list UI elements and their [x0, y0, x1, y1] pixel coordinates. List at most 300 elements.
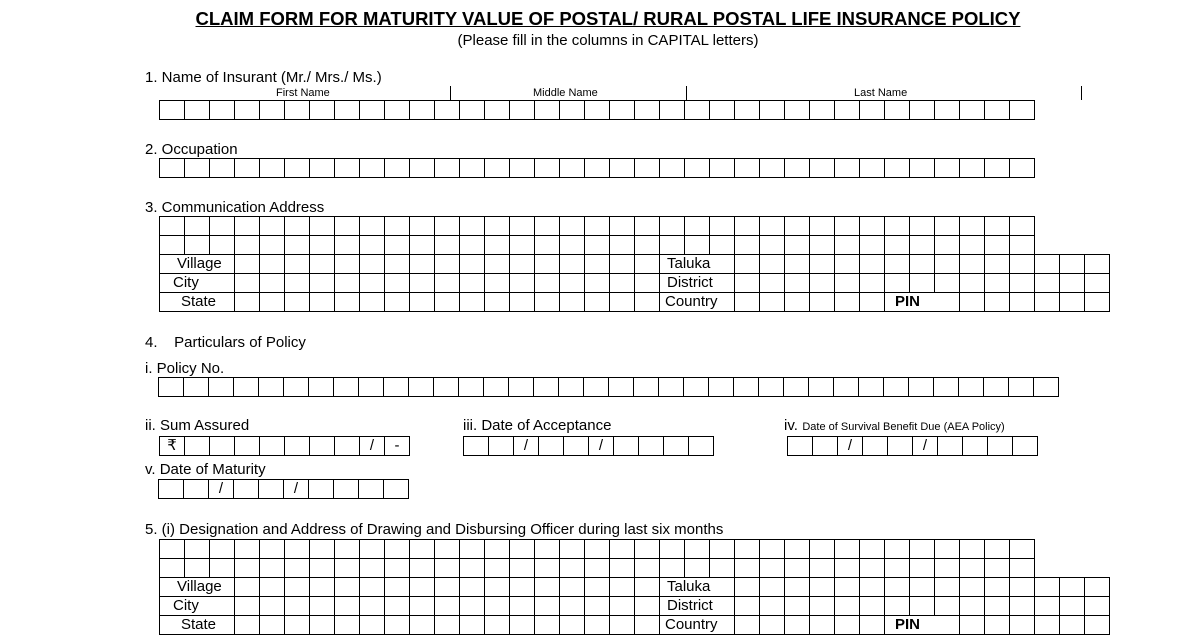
letter-box[interactable] — [785, 293, 810, 312]
letter-box[interactable] — [485, 217, 510, 236]
letter-box[interactable] — [860, 236, 885, 255]
letter-box[interactable] — [985, 217, 1010, 236]
letter-box[interactable] — [460, 578, 485, 597]
letter-box[interactable] — [310, 101, 335, 120]
letter-box[interactable] — [710, 236, 735, 255]
letter-box[interactable] — [385, 255, 410, 274]
letter-box[interactable] — [1010, 255, 1035, 274]
letter-box[interactable] — [860, 540, 885, 559]
letter-box[interactable] — [160, 540, 185, 559]
letter-box[interactable] — [985, 578, 1010, 597]
letter-box[interactable] — [260, 236, 285, 255]
letter-box[interactable] — [635, 255, 660, 274]
letter-box[interactable] — [1060, 597, 1085, 616]
letter-box[interactable] — [235, 293, 260, 312]
letter-box[interactable] — [785, 101, 810, 120]
letter-box[interactable] — [460, 159, 485, 178]
letter-box[interactable] — [235, 217, 260, 236]
letter-box[interactable] — [1010, 236, 1035, 255]
letter-box[interactable] — [760, 578, 785, 597]
letter-box[interactable] — [160, 159, 185, 178]
letter-box[interactable] — [1010, 159, 1035, 178]
letter-box[interactable] — [1010, 540, 1035, 559]
letter-box[interactable] — [960, 217, 985, 236]
letter-box[interactable] — [510, 274, 535, 293]
letter-box[interactable] — [410, 616, 435, 635]
letter-box[interactable] — [684, 378, 709, 397]
letter-box[interactable] — [385, 559, 410, 578]
letter-box[interactable] — [385, 616, 410, 635]
letter-box[interactable] — [310, 540, 335, 559]
letter-box[interactable] — [535, 597, 560, 616]
letter-box[interactable] — [610, 540, 635, 559]
letter-box[interactable] — [235, 540, 260, 559]
letter-box[interactable] — [285, 540, 310, 559]
letter-box[interactable] — [610, 217, 635, 236]
letter-box[interactable] — [434, 378, 459, 397]
letter-box[interactable] — [935, 559, 960, 578]
letter-box[interactable] — [960, 101, 985, 120]
letter-box[interactable] — [610, 101, 635, 120]
letter-box[interactable] — [310, 597, 335, 616]
letter-box[interactable] — [435, 293, 460, 312]
letter-box[interactable] — [834, 378, 859, 397]
date-of-acceptance-field[interactable] — [463, 436, 714, 456]
letter-box[interactable] — [360, 236, 385, 255]
letter-box[interactable] — [1060, 255, 1085, 274]
letter-box[interactable] — [860, 159, 885, 178]
letter-box[interactable] — [735, 159, 760, 178]
letter-box[interactable] — [910, 101, 935, 120]
letter-box[interactable] — [184, 378, 209, 397]
letter-box[interactable] — [960, 559, 985, 578]
letter-box[interactable] — [785, 255, 810, 274]
letter-box[interactable] — [210, 559, 235, 578]
letter-box[interactable] — [360, 578, 385, 597]
letter-box[interactable] — [259, 378, 284, 397]
letter-box[interactable] — [285, 559, 310, 578]
letter-box[interactable] — [635, 274, 660, 293]
letter-box[interactable] — [485, 616, 510, 635]
letter-box[interactable] — [360, 255, 385, 274]
letter-box[interactable] — [735, 616, 760, 635]
letter-box[interactable] — [985, 293, 1010, 312]
letter-box[interactable] — [760, 274, 785, 293]
letter-box[interactable] — [735, 101, 760, 120]
letter-box[interactable] — [610, 159, 635, 178]
letter-box[interactable] — [435, 597, 460, 616]
letter-box[interactable] — [385, 159, 410, 178]
letter-box[interactable] — [535, 559, 560, 578]
letter-box[interactable] — [960, 293, 985, 312]
letter-box[interactable] — [985, 101, 1010, 120]
letter-box[interactable] — [835, 101, 860, 120]
letter-box[interactable] — [260, 616, 285, 635]
letter-box[interactable] — [985, 616, 1010, 635]
letter-box[interactable] — [910, 540, 935, 559]
letter-box[interactable] — [685, 236, 710, 255]
letter-box[interactable] — [785, 217, 810, 236]
letter-box[interactable] — [734, 378, 759, 397]
letter-box[interactable] — [634, 378, 659, 397]
ddo-address-field[interactable] — [159, 539, 1110, 635]
letter-box[interactable] — [260, 159, 285, 178]
letter-box[interactable] — [935, 159, 960, 178]
letter-box[interactable] — [760, 559, 785, 578]
letter-box[interactable] — [760, 236, 785, 255]
letter-box[interactable] — [885, 217, 910, 236]
letter-box[interactable] — [1034, 378, 1059, 397]
letter-box[interactable] — [960, 578, 985, 597]
letter-box[interactable] — [335, 540, 360, 559]
letter-box[interactable] — [260, 217, 285, 236]
letter-box[interactable] — [335, 236, 360, 255]
letter-box[interactable] — [710, 217, 735, 236]
letter-box[interactable] — [935, 597, 960, 616]
letter-box[interactable] — [635, 578, 660, 597]
letter-box[interactable] — [485, 274, 510, 293]
letter-box[interactable] — [335, 578, 360, 597]
letter-box[interactable] — [585, 559, 610, 578]
letter-box[interactable] — [510, 540, 535, 559]
letter-box[interactable] — [335, 101, 360, 120]
letter-box[interactable] — [835, 540, 860, 559]
letter-box[interactable] — [335, 616, 360, 635]
letter-box[interactable] — [310, 159, 335, 178]
letter-box[interactable] — [485, 101, 510, 120]
letter-box[interactable] — [460, 274, 485, 293]
letter-box[interactable] — [660, 236, 685, 255]
letter-box[interactable] — [985, 159, 1010, 178]
letter-box[interactable] — [460, 616, 485, 635]
letter-box[interactable] — [985, 540, 1010, 559]
letter-box[interactable] — [1060, 274, 1085, 293]
letter-box[interactable] — [285, 236, 310, 255]
letter-box[interactable] — [960, 616, 985, 635]
letter-box[interactable] — [510, 597, 535, 616]
letter-box[interactable] — [185, 101, 210, 120]
letter-box[interactable] — [784, 378, 809, 397]
letter-box[interactable] — [860, 293, 885, 312]
letter-box[interactable] — [585, 159, 610, 178]
letter-box[interactable] — [760, 101, 785, 120]
letter-box[interactable] — [910, 255, 935, 274]
letter-box[interactable] — [535, 274, 560, 293]
letter-box[interactable] — [485, 236, 510, 255]
letter-box[interactable] — [635, 293, 660, 312]
letter-box[interactable] — [835, 616, 860, 635]
letter-box[interactable] — [260, 101, 285, 120]
letter-box[interactable] — [510, 559, 535, 578]
letter-box[interactable] — [610, 578, 635, 597]
letter-box[interactable] — [260, 255, 285, 274]
letter-box[interactable] — [660, 101, 685, 120]
letter-box[interactable] — [985, 597, 1010, 616]
letter-box[interactable] — [1035, 578, 1060, 597]
letter-box[interactable] — [585, 236, 610, 255]
communication-address-field[interactable] — [159, 216, 1110, 312]
letter-box[interactable] — [735, 578, 760, 597]
letter-box[interactable] — [1085, 255, 1110, 274]
letter-box[interactable] — [1035, 274, 1060, 293]
letter-box[interactable] — [835, 236, 860, 255]
letter-box[interactable] — [510, 101, 535, 120]
letter-box[interactable] — [385, 236, 410, 255]
letter-box[interactable] — [759, 378, 784, 397]
letter-box[interactable] — [310, 236, 335, 255]
letter-box[interactable] — [535, 236, 560, 255]
letter-box[interactable] — [410, 159, 435, 178]
letter-box[interactable] — [410, 101, 435, 120]
letter-box[interactable] — [635, 217, 660, 236]
letter-box[interactable] — [660, 217, 685, 236]
letter-box[interactable] — [235, 159, 260, 178]
letter-box[interactable] — [359, 378, 384, 397]
letter-box[interactable] — [935, 255, 960, 274]
letter-box[interactable] — [585, 540, 610, 559]
letter-box[interactable] — [785, 274, 810, 293]
letter-box[interactable] — [810, 293, 835, 312]
letter-box[interactable] — [560, 101, 585, 120]
letter-box[interactable] — [1009, 378, 1034, 397]
letter-box[interactable] — [535, 616, 560, 635]
letter-box[interactable] — [585, 255, 610, 274]
letter-box[interactable] — [410, 236, 435, 255]
letter-box[interactable] — [610, 616, 635, 635]
letter-box[interactable] — [760, 293, 785, 312]
letter-box[interactable] — [535, 293, 560, 312]
letter-box[interactable] — [234, 378, 259, 397]
letter-box[interactable] — [160, 559, 185, 578]
letter-box[interactable] — [760, 616, 785, 635]
letter-box[interactable] — [934, 378, 959, 397]
letter-box[interactable] — [210, 217, 235, 236]
policy-number-field[interactable] — [158, 377, 1059, 397]
letter-box[interactable] — [760, 217, 785, 236]
letter-box[interactable] — [635, 559, 660, 578]
letter-box[interactable] — [935, 217, 960, 236]
letter-box[interactable] — [685, 159, 710, 178]
letter-box[interactable] — [460, 597, 485, 616]
letter-box[interactable] — [285, 293, 310, 312]
letter-box[interactable] — [560, 159, 585, 178]
letter-box[interactable] — [360, 101, 385, 120]
letter-box[interactable] — [785, 159, 810, 178]
letter-box[interactable] — [910, 159, 935, 178]
letter-box[interactable] — [885, 255, 910, 274]
letter-box[interactable] — [935, 540, 960, 559]
letter-box[interactable] — [185, 217, 210, 236]
letter-box[interactable] — [735, 559, 760, 578]
letter-box[interactable] — [1085, 616, 1110, 635]
letter-box[interactable] — [484, 378, 509, 397]
letter-box[interactable] — [1010, 293, 1035, 312]
letter-box[interactable] — [560, 255, 585, 274]
letter-box[interactable] — [210, 236, 235, 255]
letter-box[interactable] — [185, 559, 210, 578]
letter-box[interactable] — [985, 236, 1010, 255]
letter-box[interactable] — [935, 274, 960, 293]
letter-box[interactable] — [485, 540, 510, 559]
letter-box[interactable] — [835, 578, 860, 597]
letter-box[interactable] — [1010, 274, 1035, 293]
letter-box[interactable] — [860, 217, 885, 236]
letter-box[interactable] — [860, 255, 885, 274]
letter-box[interactable] — [460, 101, 485, 120]
letter-box[interactable] — [610, 274, 635, 293]
letter-box[interactable] — [685, 101, 710, 120]
letter-box[interactable] — [560, 236, 585, 255]
letter-box[interactable] — [760, 159, 785, 178]
letter-box[interactable] — [860, 616, 885, 635]
letter-box[interactable] — [735, 540, 760, 559]
letter-box[interactable] — [385, 540, 410, 559]
letter-box[interactable] — [435, 559, 460, 578]
letter-box[interactable] — [885, 236, 910, 255]
letter-box[interactable] — [560, 274, 585, 293]
letter-box[interactable] — [185, 159, 210, 178]
letter-box[interactable] — [885, 597, 910, 616]
letter-box[interactable] — [910, 274, 935, 293]
sum-assured-field[interactable] — [159, 436, 410, 456]
letter-box[interactable] — [335, 293, 360, 312]
letter-box[interactable] — [185, 236, 210, 255]
insurant-name-field[interactable] — [159, 100, 1035, 120]
letter-box[interactable] — [410, 559, 435, 578]
letter-box[interactable] — [835, 255, 860, 274]
letter-box[interactable] — [1035, 255, 1060, 274]
letter-box[interactable] — [510, 616, 535, 635]
letter-box[interactable] — [685, 540, 710, 559]
letter-box[interactable] — [735, 255, 760, 274]
letter-box[interactable] — [435, 236, 460, 255]
letter-box[interactable] — [334, 378, 359, 397]
letter-box[interactable] — [360, 559, 385, 578]
letter-box[interactable] — [635, 101, 660, 120]
letter-box[interactable] — [435, 578, 460, 597]
letter-box[interactable] — [360, 540, 385, 559]
letter-box[interactable] — [460, 236, 485, 255]
letter-box[interactable] — [385, 578, 410, 597]
letter-box[interactable] — [1085, 578, 1110, 597]
letter-box[interactable] — [385, 101, 410, 120]
letter-box[interactable] — [460, 255, 485, 274]
letter-box[interactable] — [810, 236, 835, 255]
letter-box[interactable] — [410, 293, 435, 312]
letter-box[interactable] — [560, 578, 585, 597]
letter-box[interactable] — [260, 274, 285, 293]
letter-box[interactable] — [310, 217, 335, 236]
letter-box[interactable] — [585, 293, 610, 312]
letter-box[interactable] — [935, 101, 960, 120]
letter-box[interactable] — [160, 217, 185, 236]
letter-box[interactable] — [785, 540, 810, 559]
letter-box[interactable] — [235, 616, 260, 635]
letter-box[interactable] — [285, 159, 310, 178]
letter-box[interactable] — [710, 101, 735, 120]
letter-box[interactable] — [860, 274, 885, 293]
letter-box[interactable] — [285, 274, 310, 293]
letter-box[interactable] — [1010, 101, 1035, 120]
letter-box[interactable] — [285, 255, 310, 274]
letter-box[interactable] — [810, 559, 835, 578]
letter-box[interactable] — [535, 578, 560, 597]
letter-box[interactable] — [859, 378, 884, 397]
letter-box[interactable] — [360, 159, 385, 178]
letter-box[interactable] — [910, 217, 935, 236]
letter-box[interactable] — [260, 578, 285, 597]
letter-box[interactable] — [885, 578, 910, 597]
letter-box[interactable] — [860, 597, 885, 616]
letter-box[interactable] — [960, 540, 985, 559]
letter-box[interactable] — [635, 236, 660, 255]
letter-box[interactable] — [460, 559, 485, 578]
letter-box[interactable] — [510, 293, 535, 312]
letter-box[interactable] — [860, 578, 885, 597]
letter-box[interactable] — [384, 378, 409, 397]
letter-box[interactable] — [760, 597, 785, 616]
letter-box[interactable] — [410, 578, 435, 597]
letter-box[interactable] — [1085, 293, 1110, 312]
letter-box[interactable] — [560, 293, 585, 312]
letter-box[interactable] — [585, 274, 610, 293]
letter-box[interactable] — [1010, 559, 1035, 578]
letter-box[interactable] — [659, 378, 684, 397]
letter-box[interactable] — [610, 236, 635, 255]
letter-box[interactable] — [310, 578, 335, 597]
letter-box[interactable] — [960, 159, 985, 178]
letter-box[interactable] — [510, 236, 535, 255]
letter-box[interactable] — [310, 255, 335, 274]
letter-box[interactable] — [485, 559, 510, 578]
letter-box[interactable] — [1035, 293, 1060, 312]
letter-box[interactable] — [510, 159, 535, 178]
letter-box[interactable] — [635, 540, 660, 559]
date-of-maturity-field[interactable] — [158, 479, 409, 499]
letter-box[interactable] — [385, 274, 410, 293]
letter-box[interactable] — [785, 597, 810, 616]
letter-box[interactable] — [585, 597, 610, 616]
letter-box[interactable] — [235, 578, 260, 597]
letter-box[interactable] — [910, 559, 935, 578]
letter-box[interactable] — [835, 559, 860, 578]
letter-box[interactable] — [884, 378, 909, 397]
letter-box[interactable] — [560, 540, 585, 559]
letter-box[interactable] — [1010, 616, 1035, 635]
letter-box[interactable] — [910, 597, 935, 616]
letter-box[interactable] — [285, 616, 310, 635]
letter-box[interactable] — [285, 597, 310, 616]
letter-box[interactable] — [735, 597, 760, 616]
letter-box[interactable] — [460, 217, 485, 236]
letter-box[interactable] — [159, 378, 184, 397]
letter-box[interactable] — [435, 101, 460, 120]
letter-box[interactable] — [1060, 616, 1085, 635]
letter-box[interactable] — [485, 578, 510, 597]
letter-box[interactable] — [585, 616, 610, 635]
letter-box[interactable] — [610, 293, 635, 312]
letter-box[interactable] — [660, 159, 685, 178]
letter-box[interactable] — [385, 293, 410, 312]
letter-box[interactable] — [935, 236, 960, 255]
letter-box[interactable] — [335, 597, 360, 616]
letter-box[interactable] — [660, 540, 685, 559]
letter-box[interactable] — [710, 540, 735, 559]
letter-box[interactable] — [910, 236, 935, 255]
letter-box[interactable] — [385, 217, 410, 236]
letter-box[interactable] — [685, 217, 710, 236]
letter-box[interactable] — [610, 255, 635, 274]
